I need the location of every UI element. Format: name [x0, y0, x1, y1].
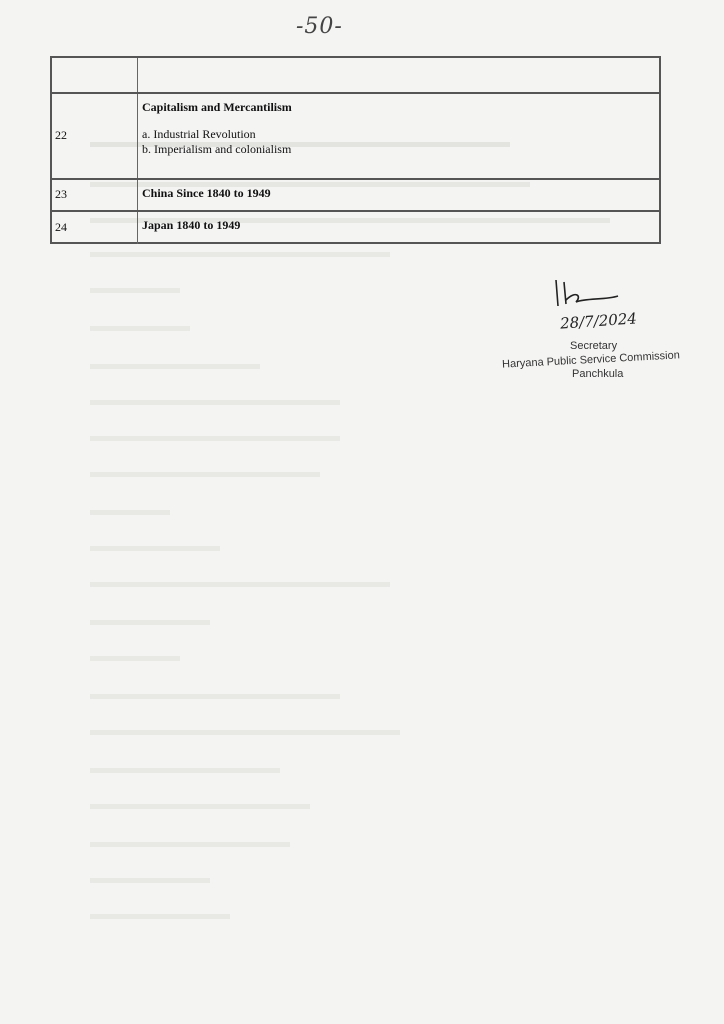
- row-number: [52, 94, 138, 180]
- page-number: -50-: [296, 14, 343, 39]
- row-content: [140, 94, 659, 180]
- signature-icon: [546, 272, 626, 312]
- secretary-stamp: [498, 270, 698, 390]
- row-item: b. Imperialism and colonialism: [142, 142, 292, 156]
- row-title: Japan 1840 to 1949: [142, 218, 241, 232]
- header-content-cell: [140, 58, 659, 92]
- row-number: [52, 180, 138, 210]
- stamp-title: Secretary: [570, 340, 618, 352]
- header-num-cell: [52, 58, 138, 92]
- stamp-place: Panchkula: [572, 368, 624, 380]
- syllabus-table: [50, 56, 661, 244]
- row-content: [140, 180, 659, 210]
- table-row: [52, 178, 659, 210]
- table-header-row: [52, 58, 659, 92]
- row-title: China Since 1840 to 1949: [142, 186, 271, 200]
- row-content: [140, 212, 659, 244]
- stamp-organization: Haryana Public Service Commission: [501, 349, 681, 371]
- row-item: a. Industrial Revolution: [142, 127, 256, 141]
- table-row: [52, 92, 659, 180]
- row-title: Capitalism and Mercantilism: [142, 100, 292, 114]
- table-row: [52, 210, 659, 244]
- row-number: [52, 212, 138, 244]
- row-number-text: 22: [55, 128, 67, 142]
- row-number-text: 23: [55, 187, 67, 201]
- signature-date: 28/7/2024: [559, 309, 638, 333]
- row-number-text: 24: [55, 220, 67, 234]
